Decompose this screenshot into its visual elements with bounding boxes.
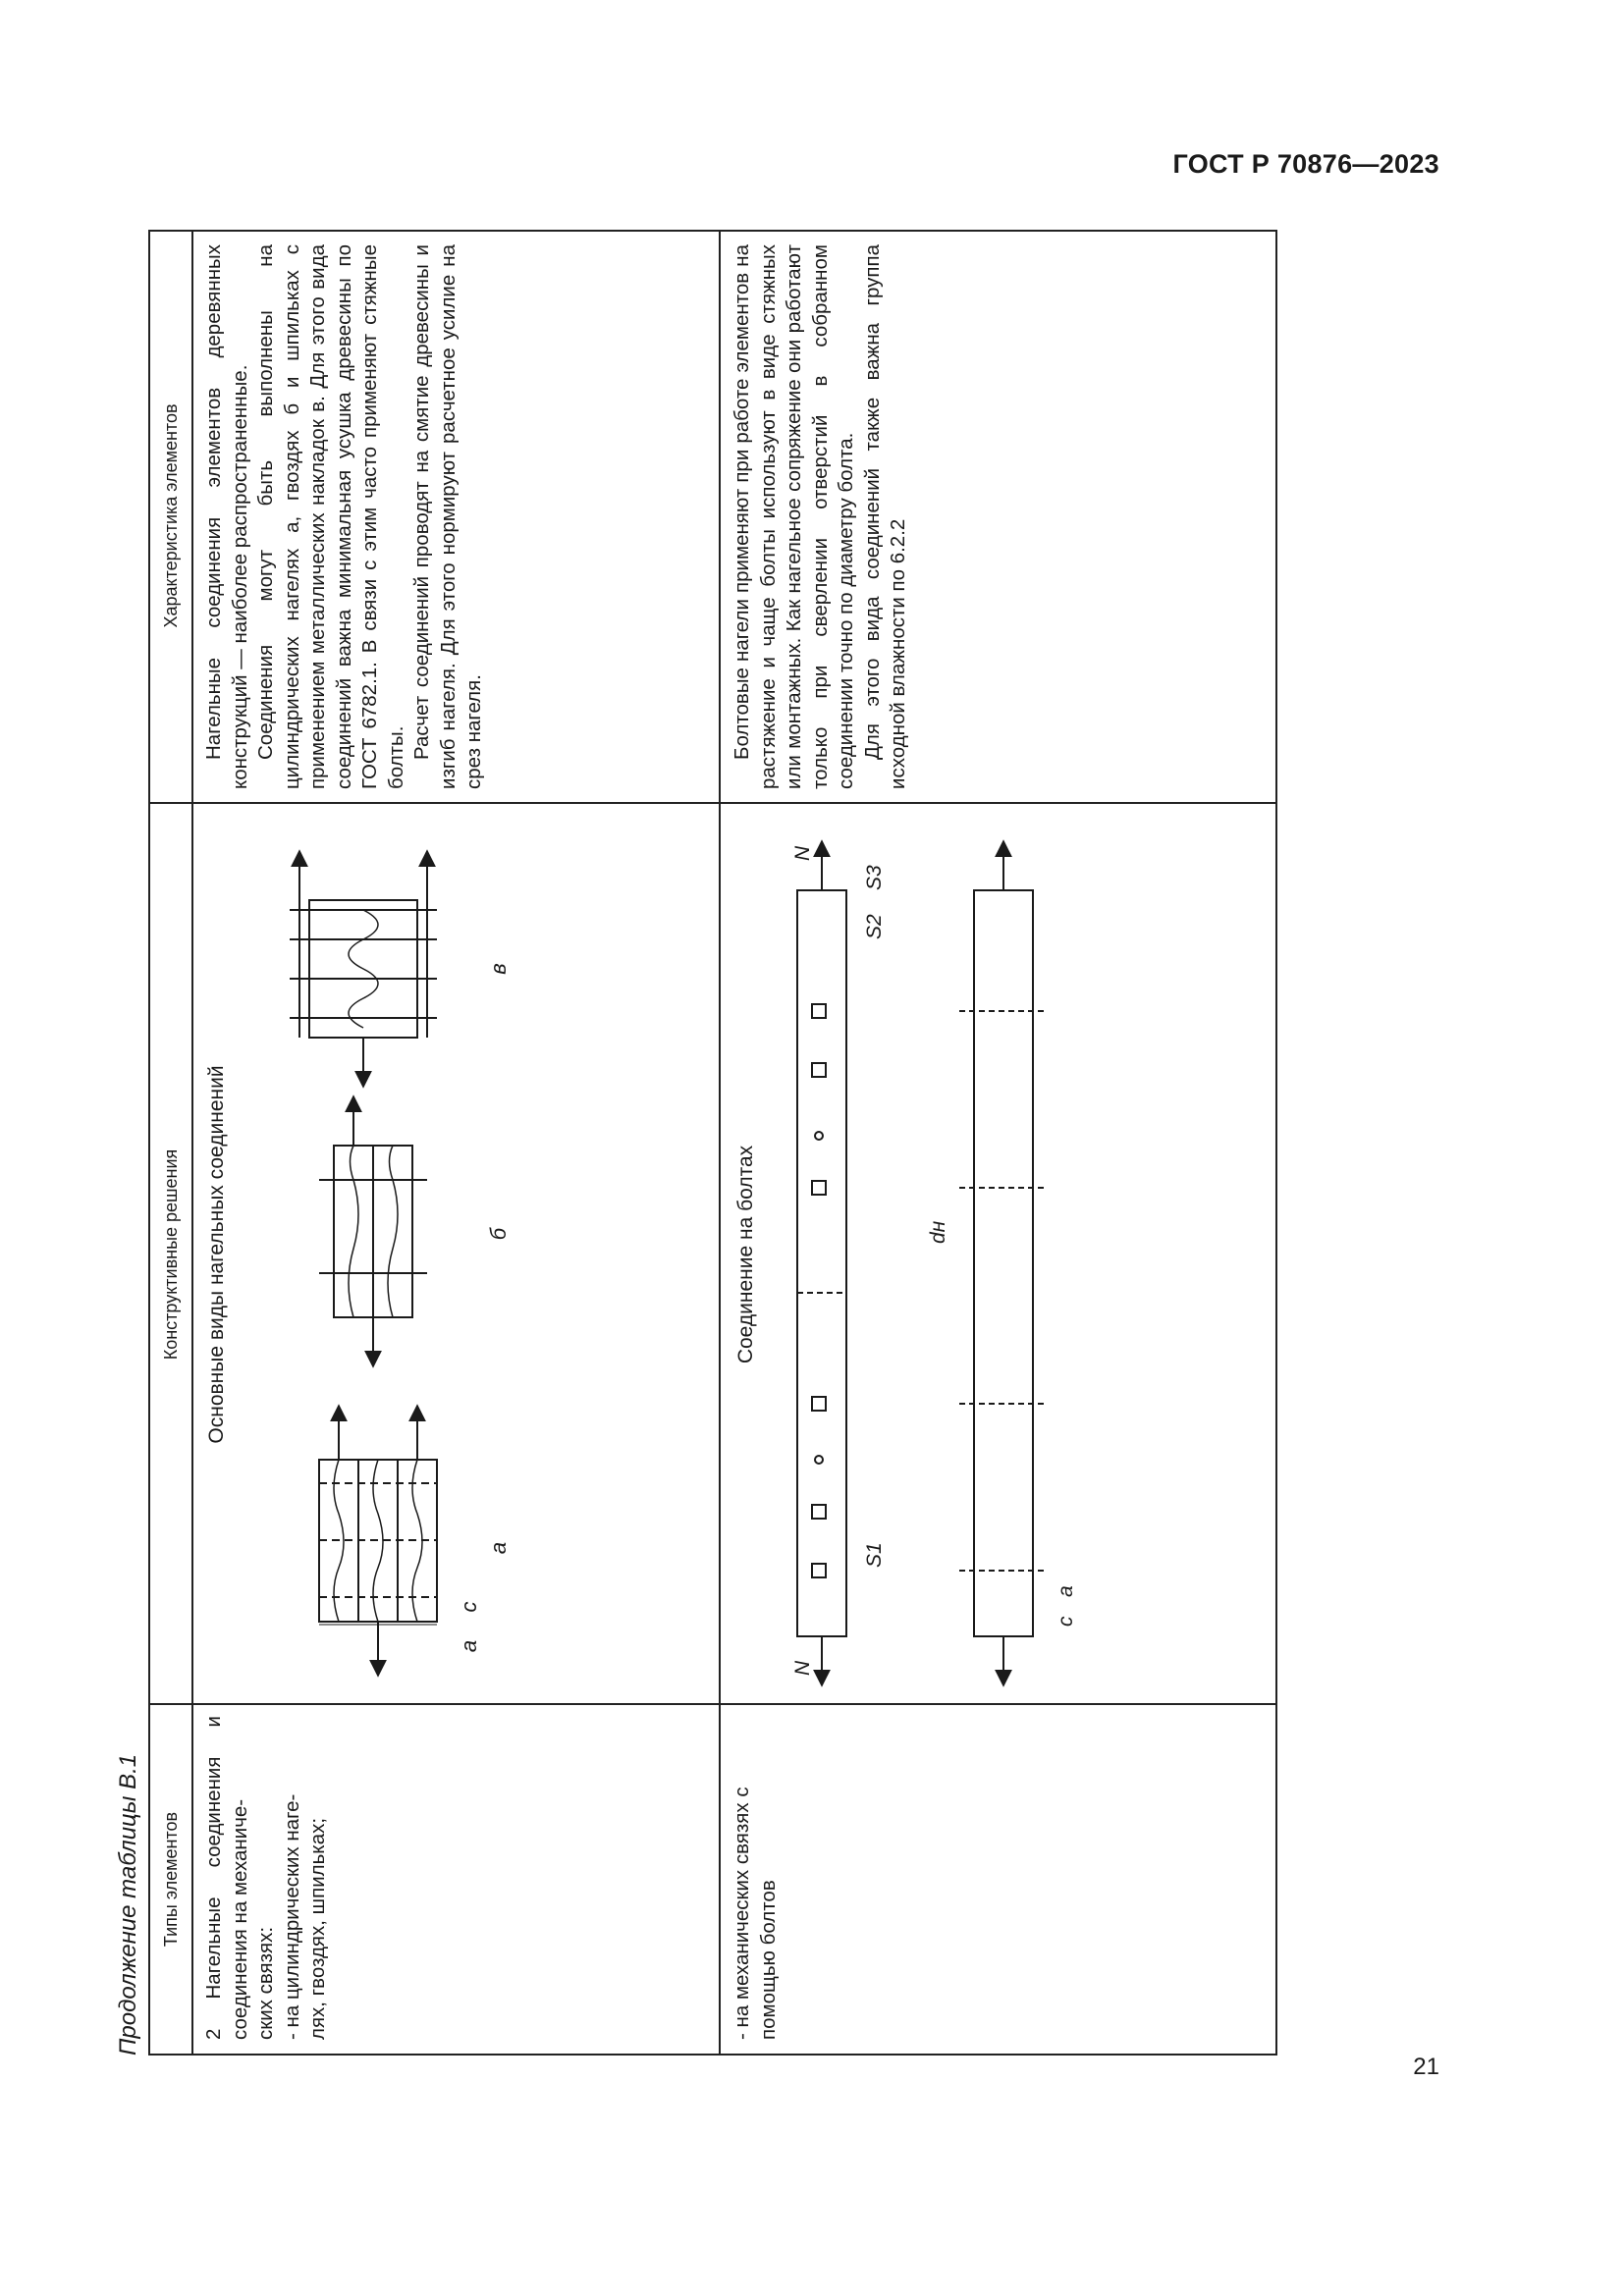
joint-a-label: а [486,1541,511,1555]
row1-characteristic-paragraph: Нагельные соединения элементов деревянных конструкций — наиболее распространенные. [202,244,251,789]
page-number: 21 [1413,2054,1439,2080]
row2-figure-title: Соединение на болтах [734,1145,757,1364]
column-header-types: Типы элементов [161,1811,181,1948]
bolted-joint-figure [719,804,1279,1705]
spacing-s3-label: S3 [863,865,886,890]
joint-v-drawing [290,900,437,1038]
row2-type-line: - на механических связях с [731,1787,753,2040]
row1-type-line: - на цилиндрических наге- [280,1793,303,2040]
force-label-right: N [791,845,814,861]
row1-type-line: ских связях: [254,1926,277,2040]
row1-type-line: 2 Нагельные соединения и соединения на механиче- [202,1716,251,2040]
joint-v-label: в [486,963,511,975]
bolt-group [812,1004,826,1577]
column-header-solutions: Конструктивные решения [161,1148,181,1361]
joint-b-drawing [319,1146,427,1317]
dim-c-label: с [1055,1616,1077,1627]
dim-a-label: а [457,1639,481,1653]
bolt-diameter-label: dн [927,1220,949,1244]
dim-c-label: с [457,1601,481,1613]
document-code: ГОСТ Р 70876—2023 [1172,149,1439,179]
row2-type-line: помощью болтов [756,1880,780,2040]
dim-a-label: а [1055,1585,1077,1597]
row1-characteristic-paragraph: Расчет соединений проводят на смятие древесины и изгиб нагеля. Для этого нормируют расчетное усилие на срез нагеля. [410,244,485,789]
row1-characteristic-cell [201,244,488,789]
joint-a-drawing [319,1425,437,1646]
row2-type-cell [730,1716,782,2040]
row1-type-cell [201,1716,332,2040]
data-table [148,230,1277,2056]
row1-figure-title: Основные виды нагельных соединений [205,1065,228,1444]
row1-characteristic-paragraph: Соединения могут быть выполнены на цилиндрических нагелях а, гвоздях б и шпильках с применением металлических накладок в. Для этого вида соединений важна минимальная усушка древесины по ГОСТ 6782.1. В связи с этим часто применяют стяжные болты. [254,244,407,789]
spacing-s2-label: S2 [863,914,886,939]
dowel-joints-figure [191,804,719,1705]
column-header-characteristics: Характеристика элементов [161,403,181,628]
row2-characteristic-cell [730,244,912,789]
row2-characteristic-paragraph: Для этого вида соединений также важна группа исходной влажности по 6.2.2 [860,244,909,789]
spacing-s1-label: S1 [863,1542,886,1568]
force-label-left: N [791,1660,814,1676]
rotated-table-block [115,230,1293,2056]
row1-type-line: лях, гвоздях, шпильках; [306,1817,329,2040]
row2-characteristic-paragraph: Болтовые нагели применяют при работе элементов на растяжение и чаще болты используют в виде стяжных или монтажных. Как нагельное сопряжение они работают только при сверлении отверстий в собранном соединении точно по диаметру болта. [731,244,857,789]
joint-b-label: б [486,1227,511,1241]
table-caption: Продолжение таблицы В.1 [115,1753,141,2056]
